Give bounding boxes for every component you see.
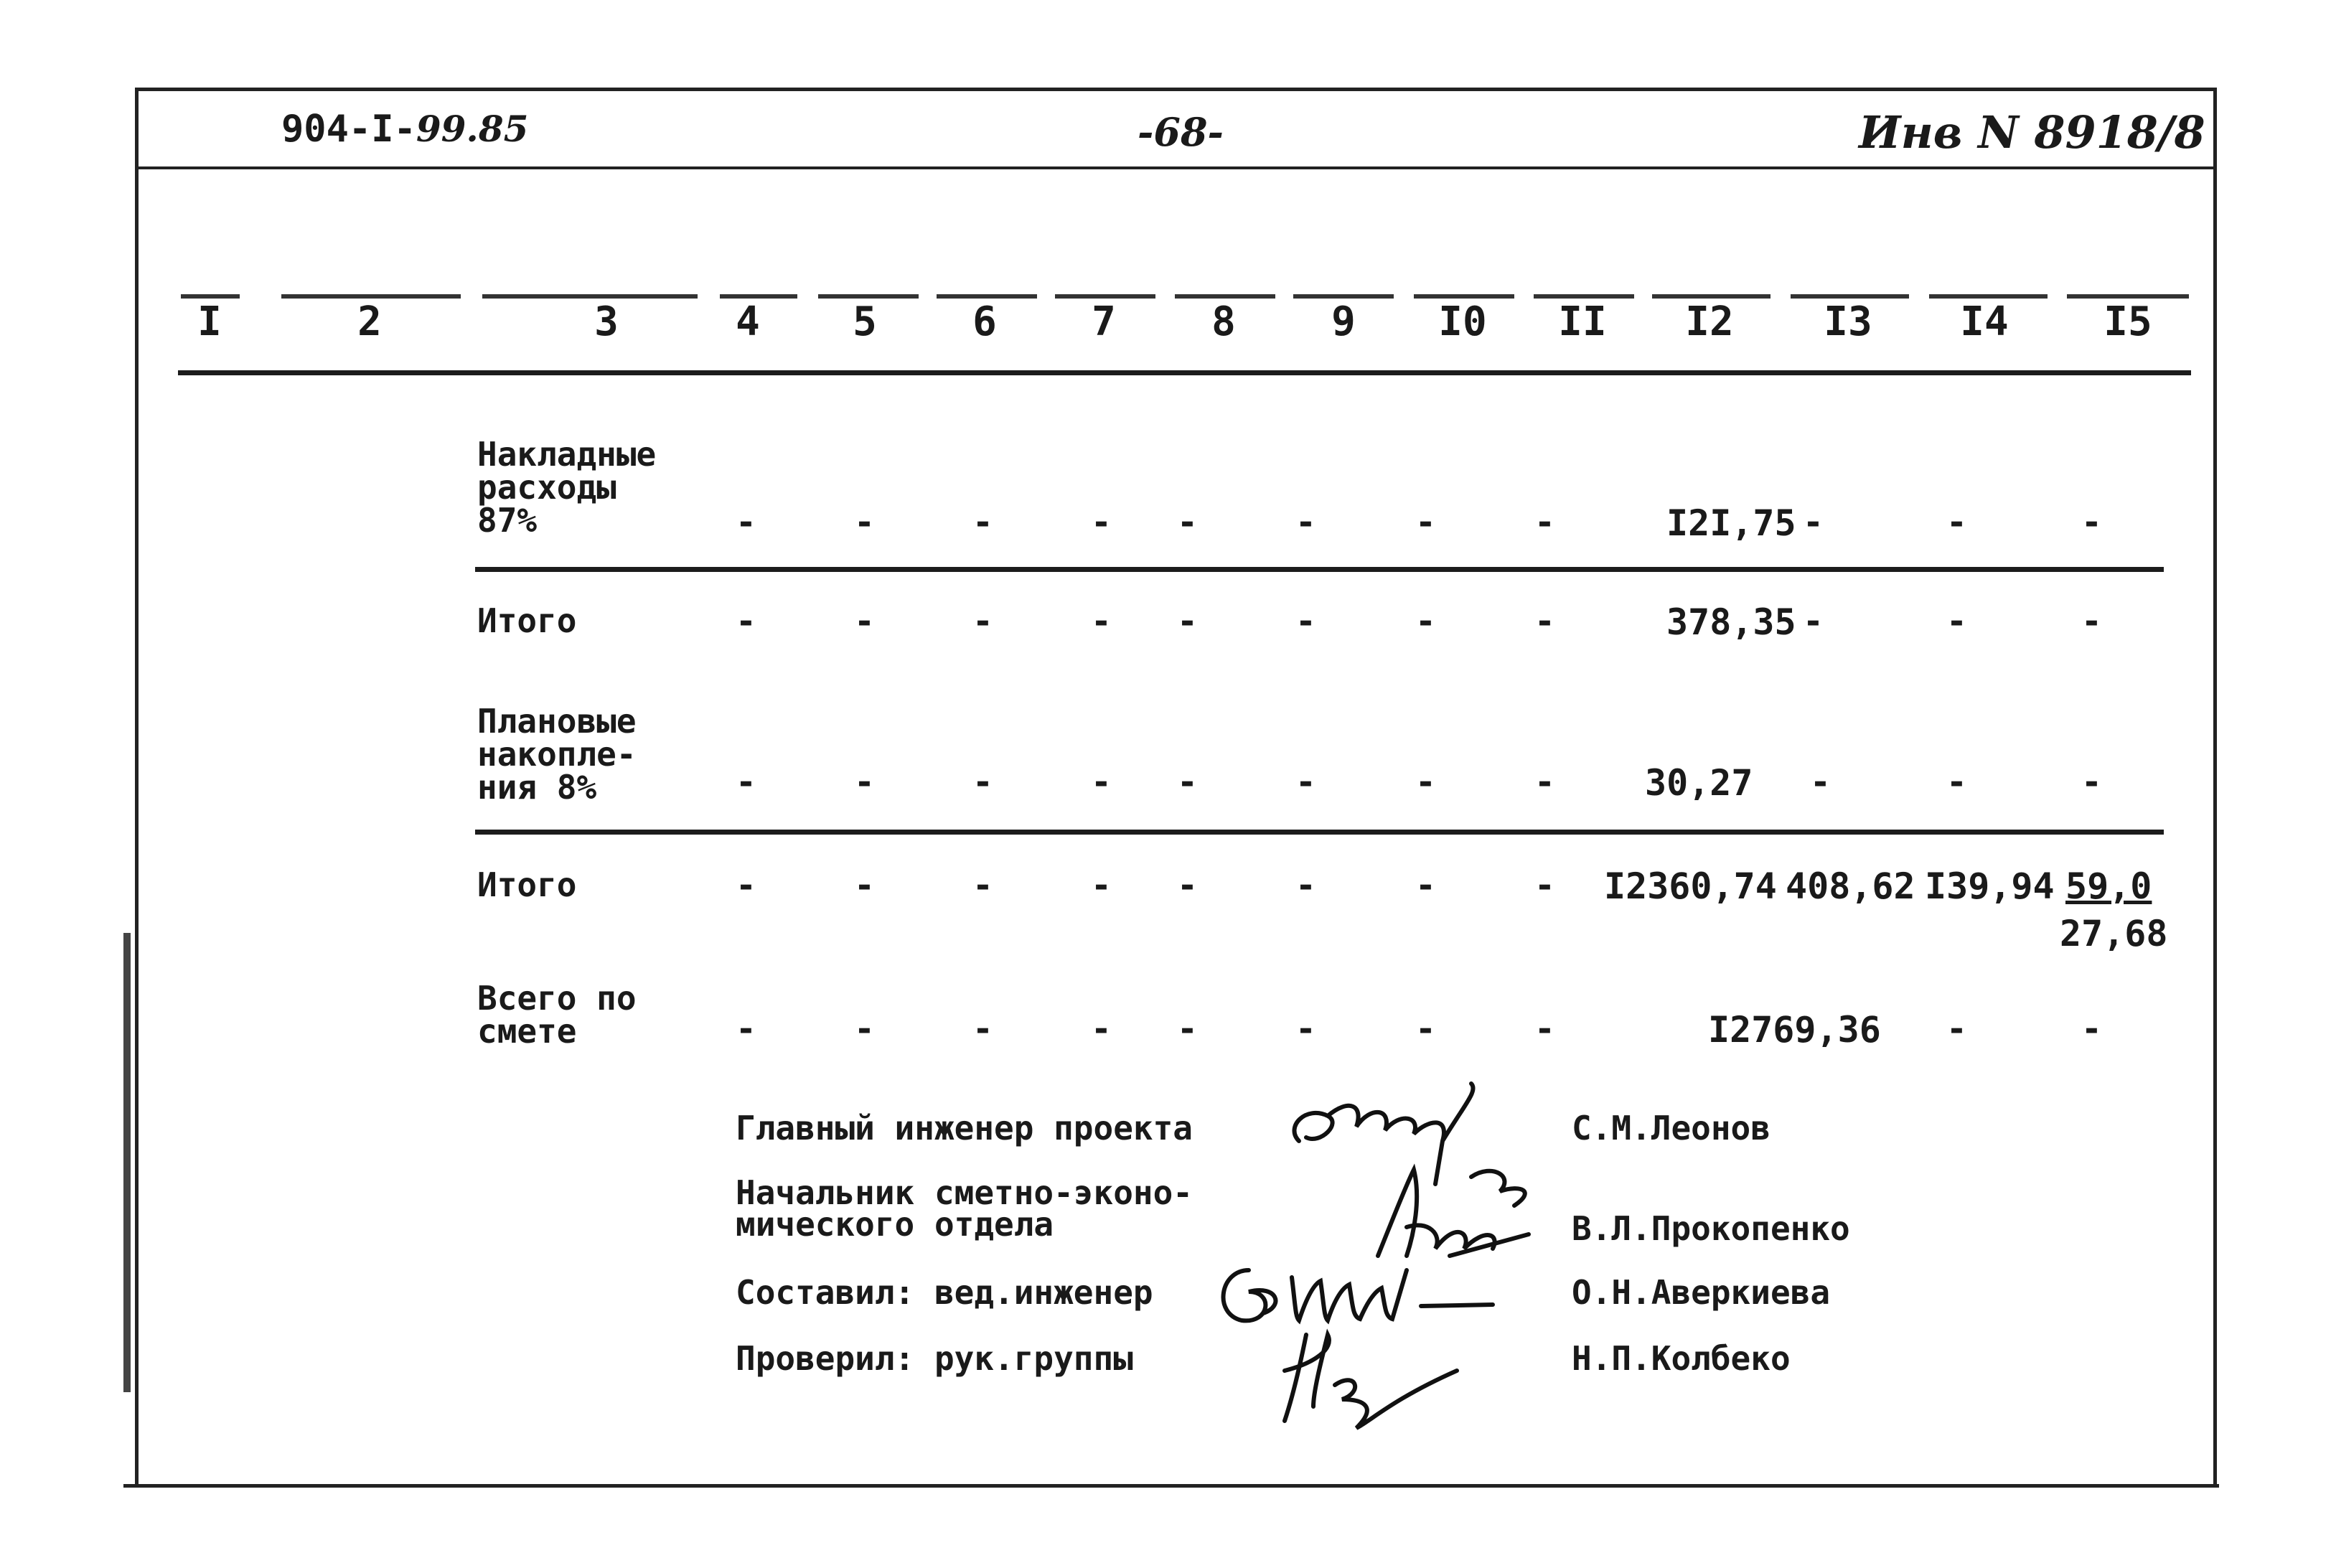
row5-c9: - xyxy=(1295,1009,1316,1049)
col-num-12: I2 xyxy=(1685,299,1734,345)
row3-c7: - xyxy=(1091,762,1112,802)
sig3-role: Составил: вед.инженер xyxy=(736,1273,1153,1312)
row1-c10: - xyxy=(1415,502,1436,543)
row1-label-line2: расходы xyxy=(477,468,616,507)
row2-c15: - xyxy=(2081,601,2102,642)
sig2-name: В.Л.Прокопенко xyxy=(1572,1209,1850,1248)
row2-label: Итого xyxy=(477,601,577,640)
row3-c8: - xyxy=(1177,762,1198,802)
row5-label xyxy=(477,979,637,1051)
header-rule xyxy=(178,370,2191,375)
row1-c12: I2I,75 xyxy=(1666,502,1796,544)
row4-c4: - xyxy=(736,865,756,906)
row5-c4: - xyxy=(736,1009,756,1049)
doc-code xyxy=(281,108,528,151)
row3-c9: - xyxy=(1295,762,1316,802)
row4-c15-top: 59,0 xyxy=(2065,865,2152,907)
row5-c12: I2769,36 xyxy=(1708,1009,1881,1051)
row5-c15: - xyxy=(2081,1009,2102,1049)
row3-c14: - xyxy=(1946,762,1967,802)
col-num-11: II xyxy=(1558,299,1607,345)
frame-top xyxy=(136,88,2216,91)
row1-c5: - xyxy=(854,502,875,543)
row3-c4: - xyxy=(736,762,756,802)
row2-c11: - xyxy=(1534,601,1555,642)
scan-edge xyxy=(123,933,131,1392)
row3-c5: - xyxy=(854,762,875,802)
inventory-number: Инв N 8918/8 xyxy=(1859,106,2205,159)
col-num-5: 5 xyxy=(853,299,877,345)
page-number: -68- xyxy=(1138,109,1224,155)
col-num-9: 9 xyxy=(1331,299,1356,345)
row5-label-line2: смете xyxy=(477,1012,577,1051)
row1-c8: - xyxy=(1177,502,1198,543)
row1-c13: - xyxy=(1803,502,1824,543)
frame-right xyxy=(2213,88,2217,1487)
row3-c6: - xyxy=(972,762,993,802)
col-num-8: 8 xyxy=(1211,299,1236,345)
row5-c7: - xyxy=(1091,1009,1112,1049)
row1-c6: - xyxy=(972,502,993,543)
sig1-role: Главный инженер проекта xyxy=(736,1109,1193,1147)
col-num-2: 2 xyxy=(357,299,382,345)
row4-c7: - xyxy=(1091,865,1112,906)
row2-c14: - xyxy=(1946,601,1967,642)
row5-c10: - xyxy=(1415,1009,1436,1049)
signature-2-icon xyxy=(1364,1155,1550,1263)
sig1-name: С.М.Леонов xyxy=(1572,1109,1770,1147)
sig3-name: О.Н.Аверкиева xyxy=(1572,1273,1831,1312)
row2-c10: - xyxy=(1415,601,1436,642)
row5-c11: - xyxy=(1534,1009,1555,1049)
row3-c11: - xyxy=(1534,762,1555,802)
row3-c12: 30,27 xyxy=(1645,762,1753,804)
row1-c11: - xyxy=(1534,502,1555,543)
row4-c9: - xyxy=(1295,865,1316,906)
col-num-3: 3 xyxy=(594,299,619,345)
row4-c14: I39,94 xyxy=(1925,865,2055,907)
row2-c8: - xyxy=(1177,601,1198,642)
doc-code-hand: 99.85 xyxy=(416,108,529,150)
col-num-7: 7 xyxy=(1092,299,1116,345)
row1-label-line3: 87% xyxy=(477,501,538,540)
row1-c9: - xyxy=(1295,502,1316,543)
frame-left xyxy=(135,88,139,1487)
row4-c11: - xyxy=(1534,865,1555,906)
row4-c8: - xyxy=(1177,865,1198,906)
row5-c6: - xyxy=(972,1009,993,1049)
row3-label-line2: накопле- xyxy=(477,735,637,774)
row4-label: Итого xyxy=(477,865,577,904)
row1-c15: - xyxy=(2081,502,2102,543)
row3-label-line3: ния 8% xyxy=(477,768,597,807)
col-num-13: I3 xyxy=(1824,299,1872,345)
row3-label-line1: Плановые xyxy=(477,702,637,741)
row2-c12: 378,35 xyxy=(1666,601,1796,643)
row2-c7: - xyxy=(1091,601,1112,642)
row4-c6: - xyxy=(972,865,993,906)
frame-header-divider xyxy=(136,166,2216,169)
sig2-role-line2: мического отдела xyxy=(736,1205,1054,1244)
row1-rule xyxy=(475,567,2164,572)
row1-label xyxy=(477,435,657,540)
col-num-10: I0 xyxy=(1438,299,1487,345)
row4-c10: - xyxy=(1415,865,1436,906)
row1-c4: - xyxy=(736,502,756,543)
row1-c14: - xyxy=(1946,502,1967,543)
row2-c6: - xyxy=(972,601,993,642)
row3-c15: - xyxy=(2081,762,2102,802)
row5-c8: - xyxy=(1177,1009,1198,1049)
sig4-name: Н.П.Колбеко xyxy=(1572,1339,1791,1378)
col-num-1: I xyxy=(197,299,222,345)
row1-c7: - xyxy=(1091,502,1112,543)
row5-c14: - xyxy=(1946,1009,1967,1049)
row3-c13: - xyxy=(1810,762,1831,802)
row5-c5: - xyxy=(854,1009,875,1049)
row2-c5: - xyxy=(854,601,875,642)
row4-c15-bottom: 27,68 xyxy=(2060,913,2168,954)
doc-code-print: 904-I- xyxy=(281,108,416,151)
signature-4-icon xyxy=(1270,1320,1471,1435)
row5-label-line1: Всего по xyxy=(477,979,637,1018)
row2-c4: - xyxy=(736,601,756,642)
row2-c9: - xyxy=(1295,601,1316,642)
row4-c12: I2360,74 xyxy=(1604,865,1777,907)
row4-c13: 408,62 xyxy=(1786,865,1915,907)
col-num-4: 4 xyxy=(736,299,760,345)
sig2-role xyxy=(736,1173,1193,1244)
sig4-role: Проверил: рук.группы xyxy=(736,1339,1133,1378)
row1-label-line1: Накладные xyxy=(477,435,657,474)
row3-c10: - xyxy=(1415,762,1436,802)
row2-c13: - xyxy=(1803,601,1824,642)
frame-bottom xyxy=(123,1484,2219,1488)
row3-label xyxy=(477,702,637,807)
row4-c5: - xyxy=(854,865,875,906)
col-num-6: 6 xyxy=(972,299,997,345)
col-num-15: I5 xyxy=(2103,299,2152,345)
sig2-role-line1: Начальник сметно-эконо- xyxy=(736,1173,1193,1212)
col-num-14: I4 xyxy=(1960,299,2009,345)
row3-rule xyxy=(475,830,2164,835)
